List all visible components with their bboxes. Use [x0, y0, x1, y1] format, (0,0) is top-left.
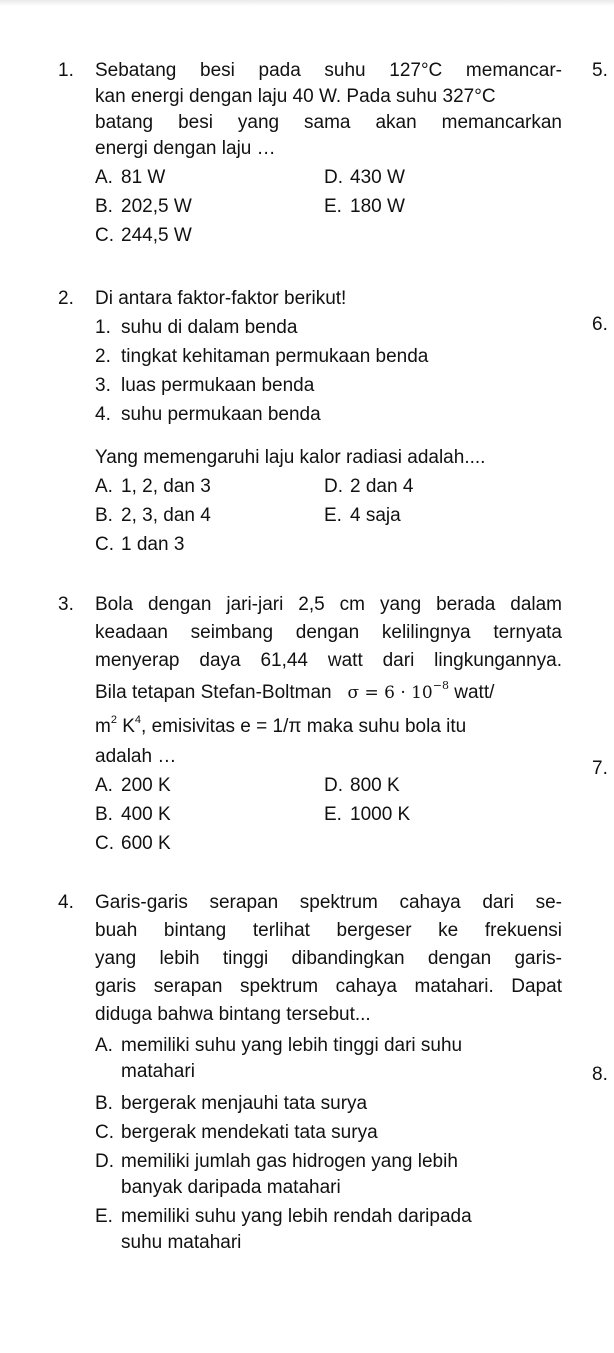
edge-question-number: 7. — [592, 758, 608, 779]
list-item-text: tingkat kehitaman permukaan benda — [121, 346, 429, 367]
question-text-line: kan energi dengan laju 40 W. Pada suhu 327°C — [95, 86, 496, 107]
option-text: memiliki suhu yang lebih rendah daripada — [121, 1206, 472, 1227]
question-intro: Di antara faktor-faktor berikut! — [95, 288, 347, 309]
option-letter: C. — [95, 833, 114, 854]
question-text-line: Sebatang besi pada suhu 127°C memancar- — [95, 60, 562, 81]
option-letter: D. — [324, 476, 343, 497]
question-text-line: garis serapan spektrum cahaya matahari. Dapat — [95, 976, 562, 997]
option-text: 2, 3, dan 4 — [121, 505, 211, 526]
list-item-number: 4. — [95, 404, 111, 425]
option-e — [324, 194, 562, 220]
option-letter: E. — [324, 505, 342, 526]
option-letter: C. — [95, 534, 114, 555]
option-text: 202,5 W — [121, 196, 192, 217]
top-edge-shadow — [0, 0, 614, 6]
option-text: 430 W — [350, 167, 405, 188]
list-item-number: 1. — [95, 317, 111, 338]
option-text: banyak daripada matahari — [121, 1177, 341, 1198]
option-e — [95, 1204, 562, 1256]
list-item — [95, 373, 562, 402]
stefan-boltzmann-line — [95, 676, 562, 710]
option-grid — [95, 474, 562, 558]
sigma-formula — [347, 679, 449, 703]
option-d — [324, 165, 562, 191]
sigma-base: σ = 6 · 10 — [347, 683, 433, 703]
option-letter: D. — [324, 167, 343, 188]
option-letter: B. — [95, 1093, 113, 1114]
emissivity-line — [95, 710, 562, 744]
option-text: 2 dan 4 — [350, 476, 414, 497]
option-text: 400 K — [121, 804, 171, 825]
question-text-line: batang besi yang sama akan memancarkan — [95, 112, 562, 133]
factor-list — [95, 315, 562, 431]
edge-question-number: 6. — [592, 314, 608, 335]
edge-question-number: 8. — [592, 1064, 608, 1085]
list-item-text: suhu permukaan benda — [121, 404, 321, 425]
question-text-line: buah bintang terlihat bergeser ke frekuensi — [95, 920, 562, 941]
question-text-line: menyerap daya 61,44 watt dari lingkungannya. — [95, 650, 562, 671]
option-text: 180 W — [350, 196, 405, 217]
option-text: 244,5 W — [121, 225, 192, 246]
option-text: 600 K — [121, 833, 171, 854]
option-a — [95, 474, 324, 500]
option-letter: C. — [95, 225, 114, 246]
option-letter: E. — [324, 196, 342, 217]
option-b — [95, 194, 324, 220]
option-letter: A. — [95, 775, 113, 796]
option-text: 1 dan 3 — [121, 534, 185, 555]
option-text: memiliki jumlah gas hidrogen yang lebih — [121, 1151, 458, 1172]
option-a — [95, 1033, 562, 1085]
emissivity-text: , emisivitas e = 1/π maka suhu bola itu — [141, 716, 467, 737]
option-letter: B. — [95, 196, 113, 217]
option-text: 1, 2, dan 3 — [121, 476, 211, 497]
option-letter: A. — [95, 167, 113, 188]
list-item — [95, 402, 562, 431]
list-item-number: 3. — [95, 375, 111, 396]
question-4 — [58, 890, 562, 1256]
edge-question-number: 5. — [592, 60, 608, 81]
question-number: 3. — [58, 594, 74, 615]
option-c — [95, 223, 324, 249]
option-letter: E. — [324, 804, 342, 825]
option-text: 81 W — [121, 167, 166, 188]
question-number: 1. — [58, 60, 74, 81]
option-a — [95, 773, 324, 799]
list-item — [95, 315, 562, 344]
option-b — [95, 503, 324, 529]
option-text: matahari — [121, 1061, 195, 1082]
option-grid — [95, 773, 562, 857]
option-letter: D. — [324, 775, 343, 796]
unit-m-exponent: 2 — [110, 713, 117, 726]
question-text-line: Garis-garis serapan spektrum cahaya dari se- — [95, 892, 562, 913]
option-text: bergerak menjauhi tata surya — [121, 1093, 368, 1114]
option-text: bergerak mendekati tata surya — [121, 1122, 378, 1143]
list-item-text: suhu di dalam benda — [121, 317, 298, 338]
option-text: 800 K — [350, 775, 400, 796]
question-prompt: Yang memengaruhi laju kalor radiasi adalah.... — [95, 447, 486, 468]
question-number: 4. — [58, 892, 74, 913]
option-text: suhu matahari — [121, 1232, 242, 1253]
option-b — [95, 1091, 562, 1117]
option-e — [324, 802, 562, 828]
option-letter: B. — [95, 804, 113, 825]
option-list — [95, 1033, 562, 1256]
question-number: 2. — [58, 288, 74, 309]
option-c — [95, 532, 324, 558]
option-b — [95, 802, 324, 828]
option-c — [95, 831, 324, 857]
list-item-number: 2. — [95, 346, 111, 367]
unit-watt: watt/ — [454, 682, 495, 703]
option-letter: E. — [95, 1206, 113, 1227]
option-d — [324, 474, 562, 500]
question-2 — [58, 286, 558, 558]
option-letter: B. — [95, 505, 113, 526]
unit-k: K — [122, 716, 135, 737]
option-text: 200 K — [121, 775, 171, 796]
option-d — [324, 773, 562, 799]
question-text-line: diduga bahwa bintang tersebut... — [95, 1004, 371, 1025]
unit-m: m — [95, 716, 111, 737]
option-text: 1000 K — [350, 804, 411, 825]
option-a — [95, 165, 324, 191]
question-text-line: yang lebih tinggi dibandingkan dengan garis- — [95, 948, 562, 969]
option-letter: A. — [95, 1035, 113, 1056]
question-1 — [58, 58, 562, 249]
option-grid — [95, 165, 562, 249]
option-d — [95, 1149, 562, 1201]
question-3 — [58, 592, 562, 857]
question-text-line: energi dengan laju … — [95, 138, 276, 159]
constant-label: Bila tetapan Stefan-Boltman — [95, 682, 332, 703]
question-text-line: adalah … — [95, 746, 177, 767]
option-letter: A. — [95, 476, 113, 497]
list-item-text: luas permukaan benda — [121, 375, 315, 396]
unit-k-exponent: 4 — [134, 713, 142, 726]
option-c — [95, 1120, 562, 1146]
question-text-line: Bola dengan jari-jari 2,5 cm yang berada dalam — [95, 594, 562, 615]
list-item — [95, 344, 562, 373]
option-text: memiliki suhu yang lebih tinggi dari suhu — [121, 1035, 463, 1056]
option-letter: D. — [95, 1151, 114, 1172]
option-text: 4 saja — [350, 505, 401, 526]
sigma-exponent: −8 — [432, 679, 449, 693]
option-e — [324, 503, 562, 529]
question-text-line: keadaan seimbang dengan kelilingnya ternyata — [95, 622, 562, 643]
option-letter: C. — [95, 1122, 114, 1143]
